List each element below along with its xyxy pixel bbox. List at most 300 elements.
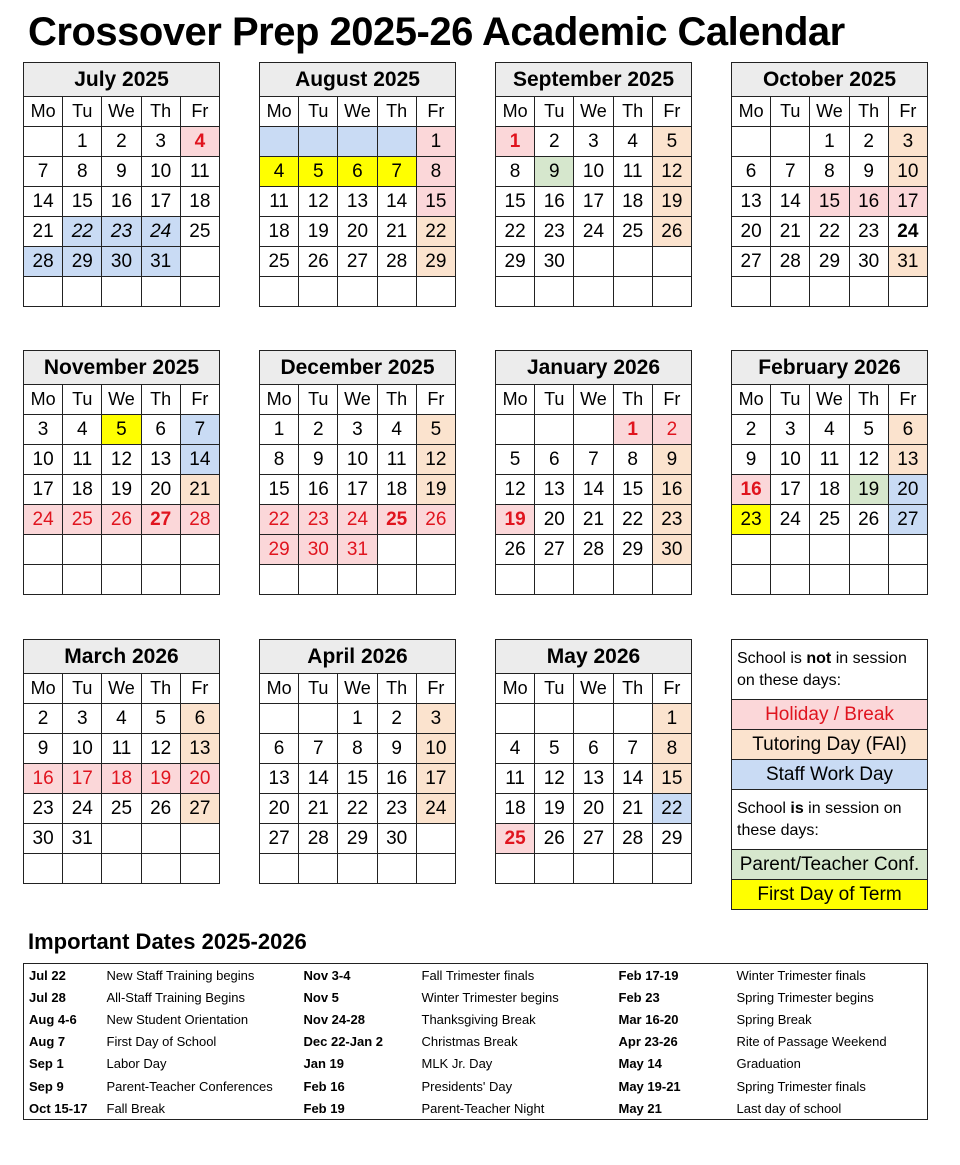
day-cell: 7 — [299, 734, 338, 764]
weekday-header: Mo — [24, 385, 63, 415]
day-cell: 11 — [180, 157, 219, 187]
day-cell: 29 — [496, 247, 535, 277]
empty-day-cell — [260, 277, 299, 307]
empty-day-cell — [141, 824, 180, 854]
important-event: Labor Day — [106, 1056, 167, 1072]
weekday-header: Th — [849, 97, 888, 127]
weekday-header: Fr — [416, 674, 455, 704]
empty-day-cell — [652, 247, 691, 277]
day-cell: 28 — [574, 535, 613, 565]
day-cell: 7 — [180, 415, 219, 445]
day-cell: 21 — [574, 505, 613, 535]
day-cell: 20 — [338, 217, 377, 247]
day-cell: 1 — [416, 127, 455, 157]
day-cell: 30 — [377, 824, 416, 854]
day-cell: 13 — [141, 445, 180, 475]
day-cell: 7 — [574, 445, 613, 475]
day-cell: 28 — [613, 824, 652, 854]
month-title: November 2025 — [24, 351, 220, 385]
legend-parent-teacher-conf: Parent/Teacher Conf. — [732, 850, 928, 880]
day-cell: 25 — [613, 217, 652, 247]
month-calendar — [23, 639, 220, 884]
weekday-header: Fr — [652, 674, 691, 704]
day-cell: 23 — [299, 505, 338, 535]
empty-day-cell — [535, 854, 574, 884]
day-cell: 27 — [141, 505, 180, 535]
day-cell: 17 — [24, 475, 63, 505]
important-date: Mar 16-20 — [618, 1011, 679, 1027]
day-cell: 18 — [260, 217, 299, 247]
page-title: Crossover Prep 2025-26 Academic Calendar — [28, 10, 845, 54]
day-cell: 3 — [63, 704, 102, 734]
important-dates-row — [24, 1075, 928, 1097]
empty-day-cell — [613, 277, 652, 307]
important-event: New Staff Training begins — [106, 967, 255, 983]
empty-day-cell — [652, 277, 691, 307]
day-cell: 12 — [849, 445, 888, 475]
day-cell: 11 — [496, 764, 535, 794]
day-cell: 19 — [299, 217, 338, 247]
empty-day-cell — [141, 565, 180, 595]
day-cell: 6 — [338, 157, 377, 187]
day-cell: 5 — [496, 445, 535, 475]
weekday-header: Tu — [63, 97, 102, 127]
day-cell: 4 — [63, 415, 102, 445]
day-cell: 2 — [299, 415, 338, 445]
day-cell: 9 — [299, 445, 338, 475]
day-cell: 29 — [613, 535, 652, 565]
day-cell: 26 — [416, 505, 455, 535]
day-cell: 1 — [63, 127, 102, 157]
weekday-header: Tu — [771, 97, 810, 127]
day-cell: 17 — [416, 764, 455, 794]
day-cell: 2 — [377, 704, 416, 734]
empty-day-cell — [574, 704, 613, 734]
day-cell: 9 — [849, 157, 888, 187]
day-cell: 15 — [652, 764, 691, 794]
weekday-header: Tu — [299, 674, 338, 704]
month-calendar — [731, 62, 928, 307]
important-event: Christmas Break — [421, 1034, 518, 1050]
day-cell: 24 — [771, 505, 810, 535]
empty-day-cell — [338, 127, 377, 157]
day-cell: 19 — [141, 764, 180, 794]
important-date: Sep 9 — [29, 1078, 64, 1094]
weekday-header: Fr — [180, 385, 219, 415]
day-cell: 30 — [652, 535, 691, 565]
important-date: Aug 4-6 — [29, 1011, 77, 1027]
important-event: Rite of Passage Weekend — [736, 1034, 887, 1050]
day-cell: 5 — [299, 157, 338, 187]
day-cell: 14 — [24, 187, 63, 217]
day-cell: 9 — [652, 445, 691, 475]
weekday-header: Th — [377, 674, 416, 704]
month-calendar — [495, 62, 692, 307]
day-cell: 22 — [416, 217, 455, 247]
day-cell: 24 — [416, 794, 455, 824]
day-cell: 7 — [377, 157, 416, 187]
day-cell: 8 — [416, 157, 455, 187]
month-calendar — [731, 350, 928, 595]
day-cell: 9 — [377, 734, 416, 764]
important-date: May 19-21 — [618, 1078, 681, 1094]
day-cell: 14 — [299, 764, 338, 794]
day-cell: 10 — [24, 445, 63, 475]
month-title: February 2026 — [732, 351, 928, 385]
day-cell: 20 — [535, 505, 574, 535]
weekday-header: Mo — [24, 674, 63, 704]
empty-day-cell — [338, 277, 377, 307]
important-event: Spring Trimester finals — [736, 1078, 866, 1094]
day-cell: 19 — [416, 475, 455, 505]
day-cell: 4 — [180, 127, 219, 157]
day-cell: 8 — [613, 445, 652, 475]
empty-day-cell — [377, 854, 416, 884]
important-event: Spring Break — [736, 1011, 812, 1027]
day-cell: 28 — [377, 247, 416, 277]
month-title: August 2025 — [260, 63, 456, 97]
day-cell: 15 — [260, 475, 299, 505]
weekday-header: Th — [141, 97, 180, 127]
day-cell: 29 — [810, 247, 849, 277]
day-cell: 17 — [771, 475, 810, 505]
day-cell: 31 — [888, 247, 927, 277]
empty-day-cell — [299, 565, 338, 595]
day-cell: 15 — [63, 187, 102, 217]
day-cell: 15 — [810, 187, 849, 217]
important-date: Aug 7 — [29, 1034, 66, 1050]
day-cell: 27 — [338, 247, 377, 277]
day-cell: 16 — [652, 475, 691, 505]
empty-day-cell — [849, 565, 888, 595]
day-cell: 1 — [810, 127, 849, 157]
month-calendar — [23, 62, 220, 307]
day-cell: 8 — [652, 734, 691, 764]
day-cell: 1 — [338, 704, 377, 734]
day-cell: 18 — [102, 764, 141, 794]
empty-day-cell — [888, 277, 927, 307]
important-dates-row — [24, 964, 928, 987]
day-cell: 14 — [771, 187, 810, 217]
day-cell: 8 — [260, 445, 299, 475]
legend-in-session-note — [732, 790, 928, 850]
day-cell: 8 — [496, 157, 535, 187]
day-cell: 5 — [102, 415, 141, 445]
day-cell: 30 — [849, 247, 888, 277]
weekday-header: We — [574, 674, 613, 704]
month-calendar — [259, 62, 456, 307]
day-cell: 31 — [338, 535, 377, 565]
day-cell: 22 — [260, 505, 299, 535]
day-cell: 9 — [24, 734, 63, 764]
day-cell: 21 — [180, 475, 219, 505]
weekday-header: Th — [613, 385, 652, 415]
empty-day-cell — [496, 854, 535, 884]
weekday-header: Tu — [535, 385, 574, 415]
important-event: Fall Break — [106, 1100, 166, 1116]
day-cell: 21 — [299, 794, 338, 824]
empty-day-cell — [810, 535, 849, 565]
day-cell: 2 — [732, 415, 771, 445]
empty-day-cell — [102, 565, 141, 595]
day-cell: 6 — [732, 157, 771, 187]
day-cell: 1 — [652, 704, 691, 734]
day-cell: 21 — [771, 217, 810, 247]
weekday-header: Tu — [299, 97, 338, 127]
day-cell: 24 — [338, 505, 377, 535]
legend-not-in-session-note — [732, 640, 928, 700]
day-cell: 2 — [535, 127, 574, 157]
important-date: Nov 24-28 — [303, 1011, 365, 1027]
day-cell: 24 — [574, 217, 613, 247]
empty-day-cell — [63, 535, 102, 565]
empty-day-cell — [535, 565, 574, 595]
day-cell: 10 — [888, 157, 927, 187]
day-cell: 5 — [652, 127, 691, 157]
day-cell: 21 — [24, 217, 63, 247]
important-date: Feb 23 — [618, 989, 660, 1005]
empty-day-cell — [888, 535, 927, 565]
day-cell: 23 — [24, 794, 63, 824]
day-cell: 20 — [732, 217, 771, 247]
important-date: Feb 19 — [303, 1100, 345, 1116]
day-cell: 22 — [652, 794, 691, 824]
legend-tutoring: Tutoring Day (FAI) — [732, 730, 928, 760]
legend-staff-work-day: Staff Work Day — [732, 760, 928, 790]
important-date: May 21 — [618, 1100, 662, 1116]
day-cell: 20 — [141, 475, 180, 505]
weekday-header: We — [102, 385, 141, 415]
empty-day-cell — [613, 854, 652, 884]
weekday-header: Th — [377, 97, 416, 127]
empty-day-cell — [771, 565, 810, 595]
empty-day-cell — [377, 277, 416, 307]
empty-day-cell — [180, 824, 219, 854]
day-cell: 29 — [652, 824, 691, 854]
weekday-header: Mo — [24, 97, 63, 127]
empty-day-cell — [849, 535, 888, 565]
day-cell: 28 — [771, 247, 810, 277]
weekday-header: Tu — [535, 97, 574, 127]
day-cell: 25 — [63, 505, 102, 535]
day-cell: 6 — [888, 415, 927, 445]
day-cell: 29 — [260, 535, 299, 565]
day-cell: 26 — [496, 535, 535, 565]
day-cell: 26 — [535, 824, 574, 854]
empty-day-cell — [574, 565, 613, 595]
day-cell: 12 — [535, 764, 574, 794]
empty-day-cell — [732, 127, 771, 157]
day-cell: 15 — [613, 475, 652, 505]
weekday-header: Mo — [260, 97, 299, 127]
day-cell: 11 — [613, 157, 652, 187]
legend — [731, 639, 928, 910]
month-title: December 2025 — [260, 351, 456, 385]
day-cell: 10 — [574, 157, 613, 187]
day-cell: 31 — [141, 247, 180, 277]
day-cell: 4 — [613, 127, 652, 157]
empty-day-cell — [63, 565, 102, 595]
empty-day-cell — [613, 704, 652, 734]
empty-day-cell — [102, 824, 141, 854]
day-cell: 2 — [849, 127, 888, 157]
empty-day-cell — [496, 565, 535, 595]
day-cell: 23 — [849, 217, 888, 247]
empty-day-cell — [574, 415, 613, 445]
day-cell: 24 — [888, 217, 927, 247]
month-title: September 2025 — [496, 63, 692, 97]
month-title: July 2025 — [24, 63, 220, 97]
empty-day-cell — [416, 854, 455, 884]
day-cell: 25 — [102, 794, 141, 824]
weekday-header: We — [102, 674, 141, 704]
day-cell: 11 — [260, 187, 299, 217]
day-cell: 26 — [299, 247, 338, 277]
empty-day-cell — [260, 127, 299, 157]
important-date: Jul 22 — [29, 967, 66, 983]
empty-day-cell — [180, 535, 219, 565]
day-cell: 16 — [102, 187, 141, 217]
day-cell: 5 — [535, 734, 574, 764]
day-cell: 9 — [102, 157, 141, 187]
day-cell: 17 — [888, 187, 927, 217]
day-cell: 6 — [535, 445, 574, 475]
day-cell: 13 — [574, 764, 613, 794]
day-cell: 25 — [496, 824, 535, 854]
important-date: Nov 5 — [303, 989, 339, 1005]
day-cell: 19 — [496, 505, 535, 535]
day-cell: 2 — [652, 415, 691, 445]
legend-note-text: School — [737, 800, 791, 817]
empty-day-cell — [102, 854, 141, 884]
day-cell: 27 — [260, 824, 299, 854]
empty-day-cell — [535, 415, 574, 445]
day-cell: 14 — [613, 764, 652, 794]
important-dates-row — [24, 986, 928, 1008]
empty-day-cell — [102, 535, 141, 565]
empty-day-cell — [771, 535, 810, 565]
day-cell: 10 — [63, 734, 102, 764]
day-cell: 18 — [613, 187, 652, 217]
day-cell: 11 — [377, 445, 416, 475]
empty-day-cell — [496, 415, 535, 445]
month-calendar — [495, 639, 692, 884]
empty-day-cell — [180, 277, 219, 307]
day-cell: 17 — [574, 187, 613, 217]
day-cell: 3 — [574, 127, 613, 157]
weekday-header: Tu — [63, 674, 102, 704]
legend-note-emphasis: not — [806, 650, 832, 667]
day-cell: 4 — [496, 734, 535, 764]
day-cell: 17 — [141, 187, 180, 217]
weekday-header: Tu — [771, 385, 810, 415]
day-cell: 28 — [299, 824, 338, 854]
important-event: New Student Orientation — [106, 1011, 249, 1027]
important-date: Apr 23-26 — [618, 1034, 678, 1050]
weekday-header: We — [810, 385, 849, 415]
day-cell: 12 — [299, 187, 338, 217]
day-cell: 5 — [849, 415, 888, 445]
day-cell: 15 — [416, 187, 455, 217]
empty-day-cell — [496, 704, 535, 734]
day-cell: 22 — [496, 217, 535, 247]
empty-day-cell — [732, 277, 771, 307]
day-cell: 21 — [377, 217, 416, 247]
day-cell: 11 — [63, 445, 102, 475]
day-cell: 6 — [260, 734, 299, 764]
empty-day-cell — [63, 854, 102, 884]
weekday-header: Fr — [416, 97, 455, 127]
important-event: Presidents' Day — [421, 1078, 513, 1094]
day-cell: 31 — [63, 824, 102, 854]
empty-day-cell — [141, 854, 180, 884]
day-cell: 15 — [338, 764, 377, 794]
empty-day-cell — [416, 535, 455, 565]
day-cell: 8 — [338, 734, 377, 764]
empty-day-cell — [810, 277, 849, 307]
day-cell: 16 — [732, 475, 771, 505]
day-cell: 12 — [652, 157, 691, 187]
empty-day-cell — [377, 565, 416, 595]
day-cell: 22 — [613, 505, 652, 535]
month-calendar — [259, 350, 456, 595]
day-cell: 11 — [102, 734, 141, 764]
day-cell: 26 — [141, 794, 180, 824]
day-cell: 16 — [24, 764, 63, 794]
legend-note-text: in session on these days: — [737, 650, 907, 689]
day-cell: 18 — [180, 187, 219, 217]
day-cell: 3 — [888, 127, 927, 157]
empty-day-cell — [24, 535, 63, 565]
important-date: Jan 19 — [303, 1056, 344, 1072]
weekday-header: Mo — [496, 385, 535, 415]
weekday-header: Fr — [888, 385, 927, 415]
day-cell: 3 — [141, 127, 180, 157]
day-cell: 25 — [810, 505, 849, 535]
day-cell: 18 — [377, 475, 416, 505]
day-cell: 5 — [416, 415, 455, 445]
weekday-header: Tu — [299, 385, 338, 415]
empty-day-cell — [299, 127, 338, 157]
important-event: Graduation — [736, 1056, 801, 1072]
legend-holiday: Holiday / Break — [732, 700, 928, 730]
day-cell: 23 — [732, 505, 771, 535]
weekday-header: Fr — [652, 97, 691, 127]
day-cell: 19 — [652, 187, 691, 217]
month-calendar — [23, 350, 220, 595]
important-event: Winter Trimester begins — [421, 989, 559, 1005]
day-cell: 4 — [377, 415, 416, 445]
day-cell: 29 — [338, 824, 377, 854]
weekday-header: Tu — [535, 674, 574, 704]
empty-day-cell — [299, 704, 338, 734]
day-cell: 13 — [180, 734, 219, 764]
month-title: May 2026 — [496, 640, 692, 674]
important-event: Parent-Teacher Conferences — [106, 1078, 273, 1094]
weekday-header: Fr — [652, 385, 691, 415]
empty-day-cell — [416, 565, 455, 595]
empty-day-cell — [260, 854, 299, 884]
day-cell: 20 — [574, 794, 613, 824]
empty-day-cell — [613, 247, 652, 277]
weekday-header: Fr — [416, 385, 455, 415]
day-cell: 14 — [574, 475, 613, 505]
day-cell: 7 — [24, 157, 63, 187]
day-cell: 20 — [888, 475, 927, 505]
empty-day-cell — [260, 565, 299, 595]
day-cell: 16 — [299, 475, 338, 505]
day-cell: 10 — [416, 734, 455, 764]
